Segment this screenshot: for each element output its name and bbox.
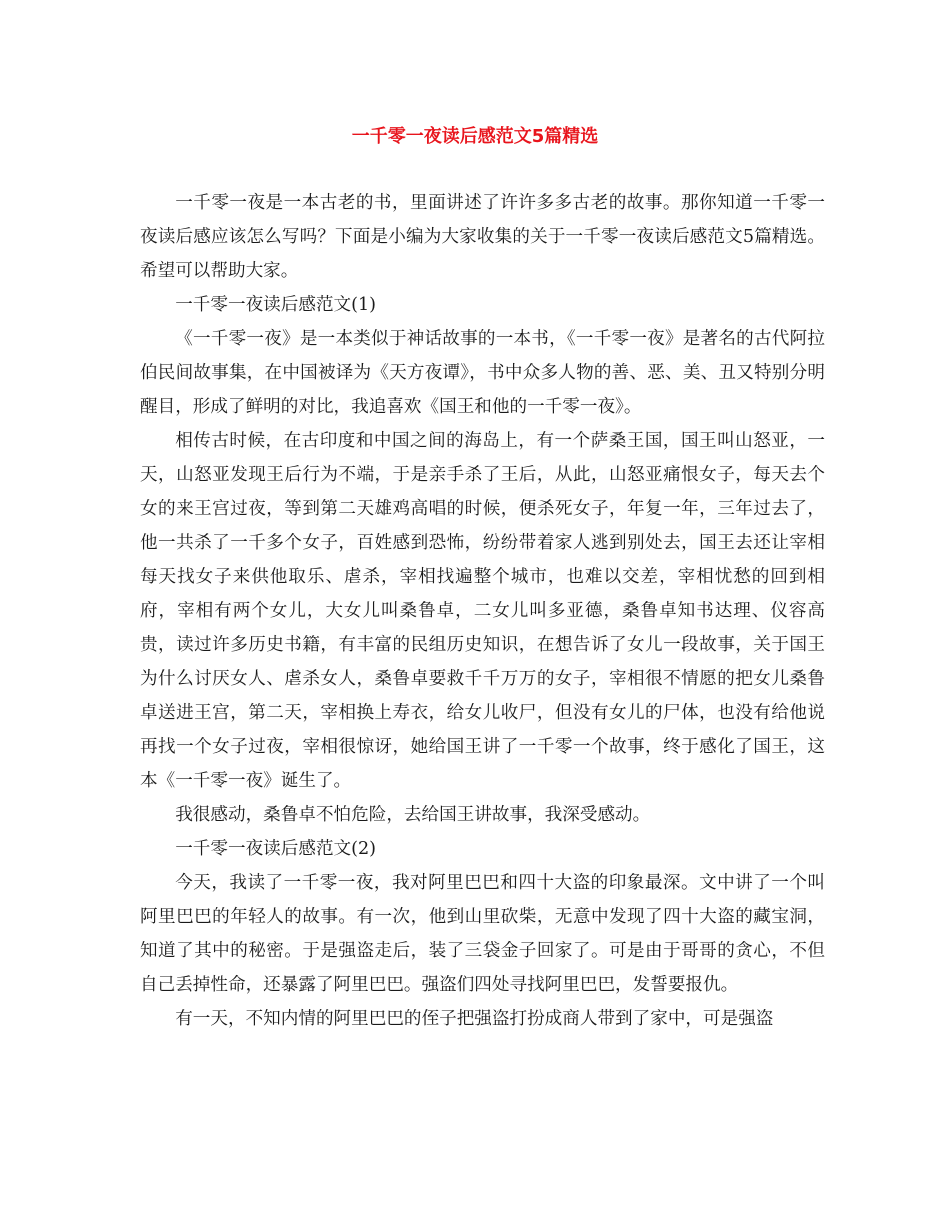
- intro-paragraph: 一千零一夜是一本古老的书，里面讲述了许许多多古老的故事。那你知道一千零一夜读后感应该怎么写吗？下面是小编为大家收集的关于一千零一夜读后感范文5篇精选。希望可以帮助大家。: [140, 193, 825, 281]
- section-heading-2: 一千零一夜读后感范文(2): [175, 839, 377, 859]
- body-paragraph: 我很感动，桑鲁卓不怕危险，去给国王讲故事，我深受感动。: [175, 805, 651, 825]
- body-paragraph: 今天，我读了一千零一夜，我对阿里巴巴和四十大盗的印象最深。文中讲了一个叫阿里巴巴的年轻人的故事。有一次，他到山里砍柴，无意中发现了四十大盗的藏宝洞，知道了其中的秘密。于是强盗走后，装了三袋金子回家了。可是由于哥哥的贪心，不但自己丢掉性命，还暴露了阿里巴巴。强盗们四处寻找阿里巴巴，发誓要报仇。: [140, 873, 825, 995]
- section-heading-1: 一千零一夜读后感范文(1): [175, 295, 377, 315]
- document-title: 一千零一夜读后感范文5篇精选: [351, 126, 599, 147]
- body-paragraph: 有一天，不知内情的阿里巴巴的侄子把强盗打扮成商人带到了家中，可是强盗: [175, 1009, 774, 1029]
- body-paragraph: 相传古时候，在古印度和中国之间的海岛上，有一个萨桑王国，国王叫山怒亚，一天，山怒亚发现王后行为不端，于是亲手杀了王后，从此，山怒亚痛恨女子，每天去个女的来王宫过夜，等到第二天雄鸡高唱的时候，便杀死女子，年复一年，三年过去了，他一共杀了一千多个女子，百姓感到恐怖，纷纷带着家人逃到别处去，国王去还让宰相每天找女子来供他取乐、虐杀，宰相找遍整个城市，也难以交差，宰相忧愁的回到相府，宰相有两个女儿，大女儿叫桑鲁卓，二女儿叫多亚德，桑鲁卓知书达理、仪容高贵，读过许多历史书籍，有丰富的民组历史知识，在想告诉了女儿一段故事，关于国王为什么讨厌女人、虐杀女人，桑鲁卓要救千千万万的女子，宰相很不情愿的把女儿桑鲁卓送进王宫，第二天，宰相换上寿衣，给女儿收尸，但没有女儿的尸体，也没有给他说再找一个女子过夜，宰相很惊讶，她给国王讲了一千零一个故事，终于感化了国王，这本《一千零一夜》诞生了。: [140, 431, 825, 791]
- body-paragraph: 《一千零一夜》是一本类似于神话故事的一本书，《一千零一夜》是著名的古代阿拉伯民间故事集，在中国被译为《天方夜谭》，书中众多人物的善、恶、美、丑又特别分明醒目，形成了鲜明的对比，我追喜欢《国王和他的一千零一夜》。: [140, 329, 825, 417]
- document-body: [140, 186, 825, 1036]
